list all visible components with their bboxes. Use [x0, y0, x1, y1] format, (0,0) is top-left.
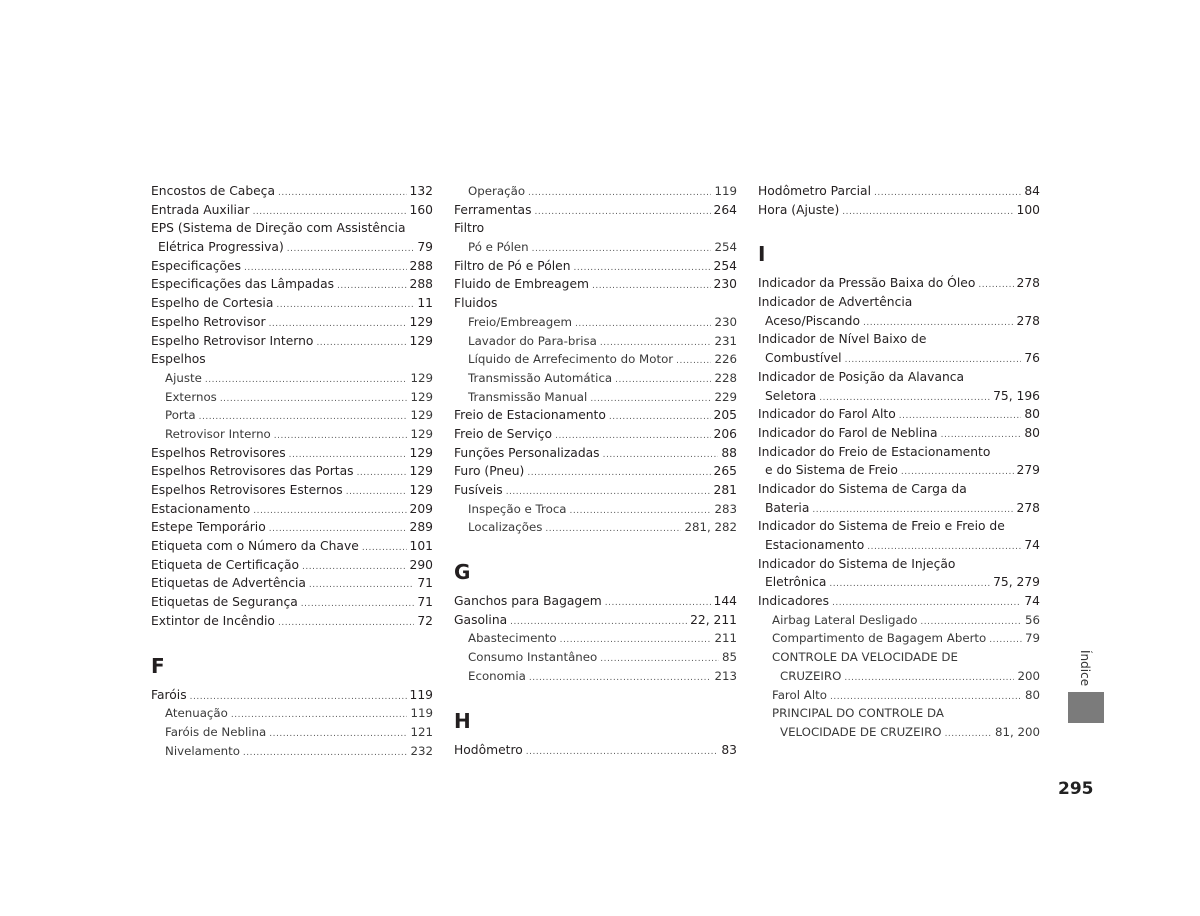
- entry-text: Hora (Ajuste): [758, 202, 840, 217]
- dot-leader: [978, 276, 1013, 295]
- dot-leader: [535, 203, 711, 222]
- dot-leader: [309, 576, 414, 595]
- entry-text: Especificações: [151, 258, 242, 273]
- index-entry[interactable]: [454, 257, 737, 276]
- entry-text: Indicador do Sistema de Injeção: [758, 556, 956, 571]
- entry-text: Economia: [468, 668, 526, 683]
- index-entry[interactable]: [454, 219, 737, 238]
- page-reference[interactable]: 200: [1017, 668, 1040, 683]
- index-entry[interactable]: [454, 425, 737, 444]
- index-entry[interactable]: [758, 201, 1040, 220]
- page-reference[interactable]: 265: [713, 464, 737, 479]
- page-reference[interactable]: 88: [721, 445, 737, 460]
- page-reference[interactable]: 132: [409, 184, 433, 198]
- entry-text: Indicador do Farol de Neblina: [758, 425, 938, 440]
- page-number: 295: [1058, 779, 1094, 799]
- index-entry[interactable]: [151, 537, 433, 556]
- entry-text: Indicador de Posição da Alavanca: [758, 369, 965, 384]
- dot-leader: [526, 743, 719, 762]
- dot-leader: [574, 259, 711, 278]
- index-entry[interactable]: [454, 611, 737, 630]
- entry-text: EPS (Sistema de Direção com Assistência: [151, 221, 406, 236]
- index-subentry[interactable]: [151, 723, 433, 742]
- entry-text: Retrovisor Interno: [165, 426, 271, 441]
- page-reference[interactable]: 83: [721, 742, 737, 757]
- entry-text: Estacionamento: [151, 501, 251, 516]
- dot-leader: [592, 277, 711, 296]
- entry-text: Atenuação: [165, 706, 228, 721]
- entry-text: Ferramentas: [454, 202, 532, 217]
- dot-leader: [615, 371, 711, 390]
- page-reference[interactable]: 72: [417, 613, 433, 628]
- index-letter-heading: I: [758, 242, 766, 267]
- dot-leader: [842, 203, 1013, 222]
- entry-text: Fluidos: [454, 296, 498, 311]
- dot-leader: [529, 669, 712, 688]
- entry-text: Gasolina: [454, 612, 508, 627]
- page-reference[interactable]: 232: [410, 743, 433, 758]
- page-reference[interactable]: 254: [714, 240, 737, 255]
- page-reference[interactable]: 281: [713, 483, 737, 497]
- index-letter-heading: F: [151, 653, 165, 678]
- dot-leader: [243, 744, 408, 763]
- page-reference[interactable]: 209: [409, 501, 433, 516]
- index-entry[interactable]: [151, 332, 433, 351]
- entry-text: Freio de Estacionamento: [454, 408, 606, 423]
- page-reference[interactable]: 228: [714, 370, 737, 385]
- entry-text: Estepe Temporário: [151, 520, 266, 535]
- page-reference[interactable]: 278: [1016, 276, 1040, 291]
- index-subentry[interactable]: [151, 704, 433, 723]
- index-letter-heading: H: [454, 708, 471, 733]
- entry-text: Consumo Instantâneo: [468, 650, 598, 665]
- index-subentry[interactable]: [151, 406, 433, 425]
- index-entry[interactable]: [758, 424, 1040, 443]
- page-reference[interactable]: 84: [1024, 184, 1040, 198]
- page-reference[interactable]: 160: [409, 202, 433, 217]
- index-entry[interactable]: [454, 444, 737, 463]
- index-entry[interactable]: [151, 612, 433, 631]
- dot-leader: [545, 520, 681, 539]
- dot-leader: [945, 725, 992, 744]
- index-entry[interactable]: [151, 182, 433, 201]
- dot-leader: [337, 277, 406, 296]
- entry-text: Faróis: [151, 687, 187, 702]
- page-reference[interactable]: 278: [1016, 500, 1040, 515]
- index-entry[interactable]: [151, 444, 433, 463]
- page-reference[interactable]: 231: [714, 333, 737, 348]
- page-reference[interactable]: 288: [409, 277, 433, 292]
- index-subentry[interactable]: [454, 388, 737, 407]
- page-reference[interactable]: 283: [714, 501, 737, 516]
- page-reference[interactable]: 129: [410, 426, 433, 441]
- dot-leader: [205, 371, 408, 390]
- page-reference[interactable]: 119: [410, 706, 433, 721]
- entry-text: Espelhos Retrovisores das Portas: [151, 464, 354, 479]
- index-entry[interactable]: [151, 201, 433, 220]
- page-reference[interactable]: 79: [417, 240, 433, 255]
- dot-leader: [609, 408, 711, 427]
- dot-leader: [590, 390, 711, 409]
- entry-text: CONTROLE DA VELOCIDADE DE: [772, 650, 958, 665]
- entry-text: Fluido de Embreagem: [454, 277, 590, 292]
- page-reference[interactable]: 121: [410, 724, 433, 739]
- page-reference[interactable]: 230: [713, 277, 737, 292]
- dot-leader: [316, 334, 406, 353]
- page-reference[interactable]: 71: [417, 576, 433, 591]
- index-entry[interactable]: [151, 257, 433, 276]
- index-subentry[interactable]: [758, 611, 1040, 630]
- dot-leader: [278, 614, 414, 633]
- entry-text: Combustível: [765, 351, 842, 366]
- entry-text: VELOCIDADE DE CRUZEIRO: [780, 724, 942, 739]
- index-entry[interactable]: [454, 741, 737, 760]
- dot-leader: [527, 464, 710, 483]
- entry-text: Transmissão Manual: [468, 389, 588, 404]
- entry-text: Indicador da Pressão Baixa do Óleo: [758, 276, 976, 291]
- entry-text: Ajuste: [165, 370, 202, 385]
- entry-text: Airbag Lateral Desligado: [772, 612, 918, 627]
- index-subentry[interactable]: [151, 425, 433, 444]
- index-subentry[interactable]: [454, 667, 737, 686]
- page-reference[interactable]: 74: [1024, 538, 1040, 552]
- index-entry[interactable]: [758, 293, 1040, 312]
- entry-text: Indicador do Freio de Estacionamento: [758, 444, 991, 459]
- entry-text: Indicador do Sistema de Freio e Freio de: [758, 519, 1005, 534]
- page-reference[interactable]: 71: [417, 595, 433, 610]
- page-reference[interactable]: 129: [409, 483, 433, 497]
- page-reference[interactable]: 129: [409, 464, 433, 479]
- section-tab-marker: [1068, 692, 1104, 723]
- entry-text: Faróis de Neblina: [165, 724, 267, 739]
- index-subentry[interactable]: [454, 332, 737, 351]
- entry-text: Indicador do Sistema de Carga da: [758, 481, 967, 496]
- dot-leader: [274, 427, 408, 446]
- dot-leader: [829, 575, 990, 594]
- index-column-1: [151, 182, 433, 760]
- index-subentry[interactable]: [758, 686, 1040, 705]
- index-entry[interactable]: [758, 443, 1040, 462]
- index-entry[interactable]: [151, 556, 433, 575]
- index-entry[interactable]: [758, 368, 1040, 387]
- entry-text: Encostos de Cabeça: [151, 184, 275, 198]
- entry-text: Espelhos: [151, 352, 206, 367]
- entry-text: Espelho Retrovisor: [151, 314, 266, 329]
- page-reference[interactable]: 289: [409, 520, 433, 535]
- index-entry[interactable]: [758, 330, 1040, 349]
- page-reference[interactable]: 230: [714, 314, 737, 329]
- page-reference[interactable]: 213: [714, 668, 737, 683]
- entry-text: Filtro: [454, 221, 485, 236]
- entry-text: Eletrônica: [765, 575, 827, 590]
- page-reference[interactable]: 11: [417, 296, 433, 311]
- entry-text: Entrada Auxiliar: [151, 202, 250, 217]
- index-subentry[interactable]: [758, 629, 1040, 648]
- index-entry[interactable]: [758, 274, 1040, 293]
- page-reference[interactable]: 206: [713, 426, 737, 441]
- index-subentry[interactable]: [758, 667, 1040, 686]
- entry-text: Ganchos para Bagagem: [454, 594, 602, 609]
- index-entry[interactable]: [454, 462, 737, 481]
- page-reference[interactable]: 101: [409, 539, 433, 554]
- index-subentry[interactable]: [454, 350, 737, 369]
- page-reference[interactable]: 80: [1024, 687, 1040, 702]
- dot-leader: [220, 390, 408, 409]
- index-entry[interactable]: [758, 517, 1040, 536]
- page-reference[interactable]: 129: [409, 333, 433, 348]
- page-reference[interactable]: 79: [1024, 631, 1040, 646]
- entry-text: Abastecimento: [468, 631, 557, 646]
- page-reference[interactable]: 22, 211: [690, 612, 737, 627]
- page-reference[interactable]: 129: [409, 445, 433, 460]
- page-reference[interactable]: 205: [713, 408, 737, 423]
- index-entry[interactable]: [454, 592, 737, 611]
- entry-text: Líquido de Arrefecimento do Motor: [468, 352, 674, 367]
- index-entry[interactable]: [151, 686, 433, 705]
- entry-text: Espelho de Cortesia: [151, 296, 274, 311]
- entry-text: Etiqueta com o Número da Chave: [151, 539, 359, 554]
- entry-text: Indicador de Advertência: [758, 295, 913, 310]
- index-subentry[interactable]: [758, 648, 1040, 667]
- dot-leader: [278, 184, 407, 203]
- entry-text: Nivelamento: [165, 743, 240, 758]
- page-reference[interactable]: 229: [714, 389, 737, 404]
- index-entry[interactable]: [758, 536, 1040, 555]
- index-entry[interactable]: [151, 593, 433, 612]
- entry-text: Extintor de Incêndio: [151, 613, 275, 628]
- index-entry[interactable]: [758, 555, 1040, 574]
- index-entry[interactable]: [758, 480, 1040, 499]
- entry-text: Etiquetas de Advertência: [151, 576, 306, 591]
- section-tab-label: Índice: [1078, 650, 1092, 687]
- entry-text: Indicador de Nível Baixo de: [758, 332, 927, 347]
- entry-text: Fusíveis: [454, 483, 503, 497]
- entry-text: Furo (Pneu): [454, 464, 525, 479]
- page-reference[interactable]: 56: [1024, 612, 1040, 627]
- index-entry[interactable]: [758, 405, 1040, 424]
- entry-text: Espelhos Retrovisores: [151, 445, 286, 460]
- entry-text: Operação: [468, 184, 526, 198]
- index-entry[interactable]: [758, 312, 1040, 331]
- page-reference[interactable]: 75, 196: [993, 388, 1040, 403]
- index-entry[interactable]: [758, 387, 1040, 406]
- entry-text: CRUZEIRO: [780, 668, 842, 683]
- index-subentry[interactable]: [151, 388, 433, 407]
- dot-leader: [302, 558, 406, 577]
- index-entry[interactable]: [151, 219, 433, 238]
- index-subentry[interactable]: [454, 500, 737, 519]
- index-entry[interactable]: [758, 349, 1040, 368]
- index-entry[interactable]: [151, 238, 433, 257]
- index-subentry[interactable]: [454, 182, 737, 201]
- entry-text: Transmissão Automática: [468, 370, 613, 385]
- index-subentry[interactable]: [151, 369, 433, 388]
- entry-text: Externos: [165, 389, 217, 404]
- page-reference[interactable]: 278: [1016, 313, 1040, 328]
- entry-text: Etiqueta de Certificação: [151, 557, 300, 572]
- entry-text: Indicadores: [758, 594, 830, 609]
- index-entry[interactable]: [454, 406, 737, 425]
- entry-text: Porta: [165, 408, 196, 423]
- index-entry[interactable]: [151, 294, 433, 313]
- entry-text: e do Sistema de Freio: [765, 463, 898, 478]
- entry-text: Compartimento de Bagagem Aberto: [772, 631, 987, 646]
- entry-text: Hodômetro: [454, 742, 523, 757]
- dot-leader: [874, 184, 1021, 203]
- page-reference[interactable]: 76: [1024, 351, 1040, 366]
- page-reference[interactable]: 144: [713, 594, 737, 609]
- page-reference[interactable]: 211: [714, 631, 737, 646]
- entry-text: Freio de Serviço: [454, 426, 553, 441]
- index-entry[interactable]: [151, 574, 433, 593]
- page-reference[interactable]: 279: [1016, 463, 1040, 478]
- index-entry[interactable]: [758, 461, 1040, 480]
- index-subentry[interactable]: [454, 518, 737, 537]
- dot-leader: [346, 483, 407, 502]
- index-subentry[interactable]: [454, 313, 737, 332]
- entry-text: Filtro de Pó e Pólen: [454, 258, 571, 273]
- dot-leader: [362, 539, 407, 558]
- entry-text: Hodômetro Parcial: [758, 184, 871, 198]
- page-reference[interactable]: 288: [409, 258, 433, 273]
- page-reference[interactable]: 119: [409, 687, 433, 702]
- entry-text: Seletora: [765, 388, 817, 403]
- entry-text: Pó e Pólen: [468, 240, 529, 255]
- page-reference[interactable]: 290: [409, 557, 433, 572]
- page-reference[interactable]: 119: [714, 184, 737, 198]
- page-reference[interactable]: 80: [1024, 425, 1040, 440]
- dot-leader: [603, 446, 719, 465]
- dot-leader: [989, 631, 1022, 650]
- index-subentry[interactable]: [151, 742, 433, 761]
- page-reference[interactable]: 81, 200: [994, 724, 1040, 739]
- page-reference[interactable]: 254: [713, 258, 737, 273]
- entry-text: Localizações: [468, 520, 543, 535]
- entry-text: Bateria: [765, 500, 810, 515]
- index-entry[interactable]: [151, 518, 433, 537]
- dot-leader: [269, 725, 407, 744]
- index-entry[interactable]: [151, 481, 433, 500]
- entry-text: Espelhos Retrovisores Esternos: [151, 483, 343, 497]
- entry-text: Estacionamento: [765, 538, 865, 552]
- page-reference[interactable]: 281, 282: [684, 520, 737, 535]
- page-reference[interactable]: 74: [1024, 594, 1040, 609]
- entry-text: Farol Alto: [772, 687, 827, 702]
- index-entry[interactable]: [151, 313, 433, 332]
- index-entry[interactable]: [758, 499, 1040, 518]
- page-reference[interactable]: 100: [1016, 202, 1040, 217]
- index-column-2: [454, 182, 737, 759]
- entry-text: Etiquetas de Segurança: [151, 595, 298, 610]
- index-entry[interactable]: [454, 275, 737, 294]
- index-entry[interactable]: [151, 500, 433, 519]
- dot-leader: [287, 240, 415, 259]
- page-reference[interactable]: 129: [409, 314, 433, 329]
- entry-text: Especificações das Lâmpadas: [151, 277, 335, 292]
- dot-leader: [600, 650, 719, 669]
- entry-text: Aceso/Piscando: [765, 313, 860, 328]
- dot-leader: [301, 595, 415, 614]
- index-entry[interactable]: [151, 350, 433, 369]
- index-entry[interactable]: [151, 462, 433, 481]
- page-reference[interactable]: 80: [1024, 407, 1040, 422]
- entry-text: Espelho Retrovisor Interno: [151, 333, 314, 348]
- dot-leader: [357, 464, 407, 483]
- entry-text: Inspeção e Troca: [468, 501, 567, 516]
- index-subentry[interactable]: [454, 648, 737, 667]
- dot-leader: [276, 296, 414, 315]
- index-subentry[interactable]: [454, 629, 737, 648]
- page-reference[interactable]: 226: [714, 352, 737, 367]
- index-entry[interactable]: [454, 201, 737, 220]
- entry-text: PRINCIPAL DO CONTROLE DA: [772, 706, 944, 721]
- index-entry[interactable]: [454, 481, 737, 500]
- entry-text: Indicador do Farol Alto: [758, 407, 896, 422]
- page-reference[interactable]: 85: [721, 650, 737, 665]
- index-entry[interactable]: [151, 275, 433, 294]
- page-reference[interactable]: 75, 279: [993, 575, 1040, 590]
- index-subentry[interactable]: [454, 238, 737, 257]
- index-subentry[interactable]: [454, 369, 737, 388]
- index-entry[interactable]: [758, 573, 1040, 592]
- index-entry[interactable]: [758, 182, 1040, 201]
- index-entry[interactable]: [454, 294, 737, 313]
- index-letter-heading: G: [454, 560, 471, 585]
- dot-leader: [844, 669, 1014, 688]
- index-subentry[interactable]: [758, 723, 1040, 742]
- index-column-3: [758, 182, 1040, 742]
- page-reference[interactable]: 129: [410, 408, 433, 423]
- index-entry[interactable]: [758, 592, 1040, 611]
- entry-text: Elétrica Progressiva): [158, 240, 284, 255]
- page-reference[interactable]: 129: [410, 389, 433, 404]
- entry-text: Funções Personalizadas: [454, 445, 600, 460]
- page-reference[interactable]: 264: [713, 202, 737, 217]
- index-subentry[interactable]: [758, 704, 1040, 723]
- entry-text: Lavador do Para-brisa: [468, 333, 597, 348]
- dot-leader: [253, 502, 406, 521]
- entry-text: Freio/Embreagem: [468, 314, 572, 329]
- page-reference[interactable]: 129: [410, 370, 433, 385]
- dot-leader: [676, 352, 711, 371]
- dot-leader: [528, 184, 711, 203]
